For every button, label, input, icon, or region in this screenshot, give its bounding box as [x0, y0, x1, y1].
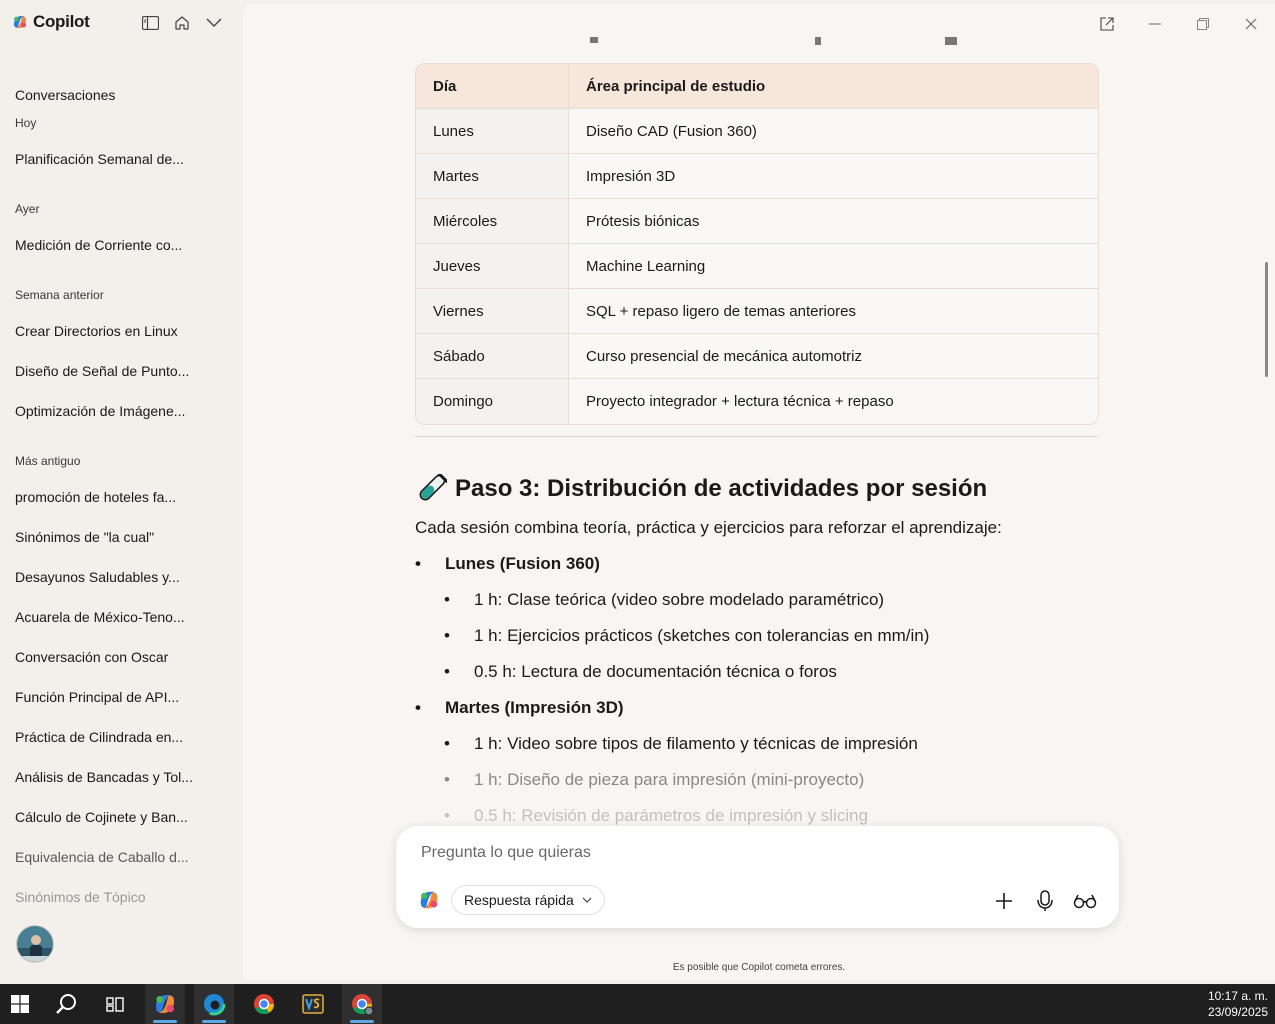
- table-cell-day: Lunes: [416, 109, 569, 154]
- table-cell-day: Miércoles: [416, 199, 569, 244]
- chat-panel: [243, 4, 1275, 980]
- chrome-profile-icon[interactable]: [342, 984, 382, 1024]
- section-label-yesterday: Ayer: [15, 202, 40, 216]
- conversation-item[interactable]: Diseño de Señal de Punto...: [15, 363, 190, 379]
- table-row: [416, 379, 1098, 424]
- list-item: • 1 h: Video sobre tipos de filamento y técnicas de impresión: [444, 734, 918, 753]
- table-header-row: [416, 64, 1098, 109]
- response-mode-label: Respuesta rápida: [464, 892, 574, 908]
- table-row: [416, 154, 1098, 199]
- task-view-icon[interactable]: [95, 984, 135, 1024]
- vision-glasses-icon[interactable]: [1072, 888, 1098, 914]
- table-cell-area: Prótesis biónicas: [569, 199, 1098, 244]
- table-row: [416, 199, 1098, 244]
- system-clock[interactable]: [1208, 988, 1268, 1020]
- conversation-item[interactable]: Función Principal de API...: [15, 689, 180, 705]
- conversations-title: Conversaciones: [15, 87, 116, 103]
- cut-off-text-icon: [415, 34, 995, 48]
- table-row: [416, 109, 1098, 154]
- edge-browser-icon[interactable]: [194, 984, 234, 1024]
- table-cell-day: Jueves: [416, 244, 569, 289]
- conversation-item[interactable]: Análisis de Bancadas y Tol...: [15, 769, 193, 785]
- restore-icon[interactable]: [1179, 12, 1227, 36]
- copilot-taskbar-icon[interactable]: [145, 984, 185, 1024]
- conversation-item[interactable]: Sinónimos de Tópico: [15, 889, 146, 905]
- scrollbar-thumb[interactable]: [1265, 262, 1268, 377]
- popout-icon[interactable]: [1083, 12, 1131, 36]
- list-item: • 0.5 h: Lectura de documentación técnica o foros: [444, 662, 837, 681]
- column-header-day: Día: [416, 64, 569, 109]
- list-item: • 0.5 h: Revisión de parámetros de impresión y slicing: [444, 806, 869, 825]
- table-row: [416, 289, 1098, 334]
- section-heading-text: Paso 3: Distribución de actividades por sesión: [455, 475, 988, 502]
- sidebar: [0, 0, 243, 984]
- section-label-older: Más antiguo: [15, 454, 81, 468]
- conversation-item[interactable]: Conversación con Oscar: [15, 649, 169, 665]
- sidebar-toggle-icon[interactable]: [140, 12, 160, 34]
- table-cell-area: Diseño CAD (Fusion 360): [569, 109, 1098, 154]
- message-input[interactable]: [421, 842, 1061, 864]
- study-schedule-table: [415, 63, 1099, 425]
- conversation-item[interactable]: Desayunos Saludables y...: [15, 569, 180, 585]
- microphone-icon[interactable]: [1032, 888, 1058, 914]
- copilot-brand[interactable]: [12, 12, 89, 32]
- taskbar: [0, 984, 1275, 1024]
- response-mode-dropdown[interactable]: [451, 885, 605, 915]
- intro-paragraph: Cada sesión combina teoría, práctica y ejercicios para reforzar el aprendizaje:: [415, 518, 1002, 537]
- chevron-down-icon: [582, 897, 592, 903]
- table-cell-day: Sábado: [416, 334, 569, 379]
- conversation-item[interactable]: promoción de hoteles fa...: [15, 489, 177, 505]
- list-item: • Lunes (Fusion 360): [415, 554, 600, 573]
- conversation-item[interactable]: Crear Directorios en Linux: [15, 323, 178, 339]
- list-item: • 1 h: Diseño de pieza para impresión (mini-proyecto): [444, 770, 865, 789]
- user-avatar[interactable]: [16, 925, 54, 963]
- table-cell-day: Domingo: [416, 379, 569, 424]
- copilot-logo-icon: [418, 889, 440, 911]
- conversation-item[interactable]: Sinónimos de "la cual": [15, 529, 155, 545]
- section-label-today: Hoy: [15, 116, 37, 130]
- conversation-item[interactable]: Acuarela de México-Teno...: [15, 609, 185, 625]
- app-name: Copilot: [33, 12, 90, 31]
- chevron-down-icon[interactable]: [204, 12, 224, 34]
- table-cell-area: Proyecto integrador + lectura técnica + repaso: [569, 379, 1098, 424]
- vs-app-icon[interactable]: [293, 984, 333, 1024]
- column-header-area: Área principal de estudio: [569, 64, 1098, 109]
- add-icon[interactable]: [991, 888, 1017, 914]
- conversation-item[interactable]: Práctica de Cilindrada en...: [15, 729, 184, 745]
- test-tube-icon: [415, 474, 447, 504]
- windows-start-icon[interactable]: [0, 984, 40, 1024]
- conversation-item[interactable]: Planificación Semanal de...: [15, 151, 184, 167]
- clock-time: 10:17 a. m.: [1207, 989, 1268, 1003]
- list-item: • 1 h: Clase teórica (video sobre modelado paramétrico): [444, 590, 885, 609]
- table-row: [416, 334, 1098, 379]
- minimize-icon[interactable]: [1131, 12, 1179, 36]
- table-cell-area: Curso presencial de mecánica automotriz: [569, 334, 1098, 379]
- partial-text-line: [415, 34, 995, 48]
- section-heading: [415, 474, 987, 504]
- table-row: [416, 244, 1098, 289]
- home-icon[interactable]: [172, 12, 192, 34]
- copilot-logo-icon: [12, 14, 28, 30]
- list-item: • Martes (Impresión 3D): [415, 698, 624, 717]
- close-icon[interactable]: [1227, 12, 1275, 36]
- table-cell-day: Viernes: [416, 289, 569, 334]
- clock-date: 23/09/2025: [1207, 1005, 1268, 1019]
- table-cell-day: Martes: [416, 154, 569, 199]
- conversation-item[interactable]: Cálculo de Cojinete y Ban...: [15, 809, 188, 825]
- chrome-browser-icon[interactable]: [244, 984, 284, 1024]
- message-composer: [396, 826, 1119, 928]
- disclaimer-text: Es posible que Copilot cometa errores.: [672, 962, 846, 973]
- conversation-item[interactable]: Equivalencia de Caballo d...: [15, 849, 189, 865]
- table-cell-area: Impresión 3D: [569, 154, 1098, 199]
- section-divider: [415, 436, 1099, 437]
- conversation-item[interactable]: Optimización de Imágene...: [15, 403, 186, 419]
- conversation-item[interactable]: Medición de Corriente co...: [15, 237, 183, 253]
- search-icon[interactable]: [47, 984, 87, 1024]
- section-label-last-week: Semana anterior: [15, 288, 104, 302]
- list-item: • 1 h: Ejercicios prácticos (sketches con tolerancias en mm/in): [444, 626, 930, 645]
- table-cell-area: SQL + repaso ligero de temas anteriores: [569, 289, 1098, 334]
- table-cell-area: Machine Learning: [569, 244, 1098, 289]
